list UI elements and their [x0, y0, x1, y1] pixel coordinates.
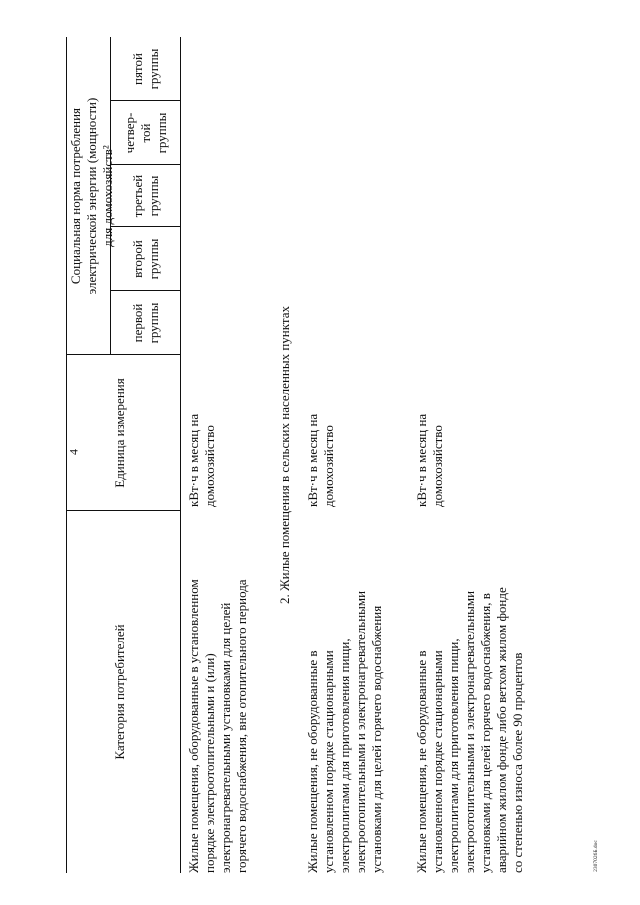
header-group-1: первой группы	[130, 302, 161, 344]
page-number: 4	[66, 449, 81, 455]
row3-unit: кВт·ч в месяц на домохозяйство	[414, 413, 445, 507]
row1-category: Жилые помещения, оборудованные в установленном порядке электроотопительными и (или) электронагревательными установками для целей горячего водоснабжения, вне отопительного периода	[186, 579, 249, 873]
row3-category: Жилые помещения, не оборудованные в установленном порядке стационарными электроплитами для приготовления пищи, электроотопительными и электронагревательными установками для целей горячего водоснабжения, в аварийном жилом фонде либо ветхом жилом фонде со степенью износа более 90 процентов	[414, 587, 525, 873]
header-category: Категория потребителей	[112, 624, 127, 760]
row1-unit: кВт·ч в месяц на домохозяйство	[186, 413, 217, 507]
row2-category: Жилые помещения, не оборудованные в установленном порядке стационарными электроплитами для приготовления пищи, электроотопительными и электронагревательными установками для целей горячего водоснабжения	[305, 590, 384, 873]
header-unit: Единица измерения	[112, 378, 127, 488]
rotated-table-area	[60, 13, 620, 873]
footer-doc-code: 2307026Б.doc	[593, 840, 599, 872]
header-group-2: второй группы	[130, 238, 161, 280]
header-group-5: пятой группы	[130, 48, 161, 90]
header-group-3: третьей группы	[130, 174, 161, 218]
row2-unit: кВт·ч в месяц на домохозяйство	[305, 413, 336, 507]
header-norm: Социальная норма потребления электрической энергии (мощности) для домохозяйств²	[68, 97, 115, 295]
table-top-border	[66, 37, 67, 873]
section-2-title: 2. Жилые помещения в сельских населенных пунктах	[277, 305, 292, 605]
header-bottom-border	[180, 37, 181, 873]
header-group-4: четвер- той группы	[122, 112, 169, 154]
